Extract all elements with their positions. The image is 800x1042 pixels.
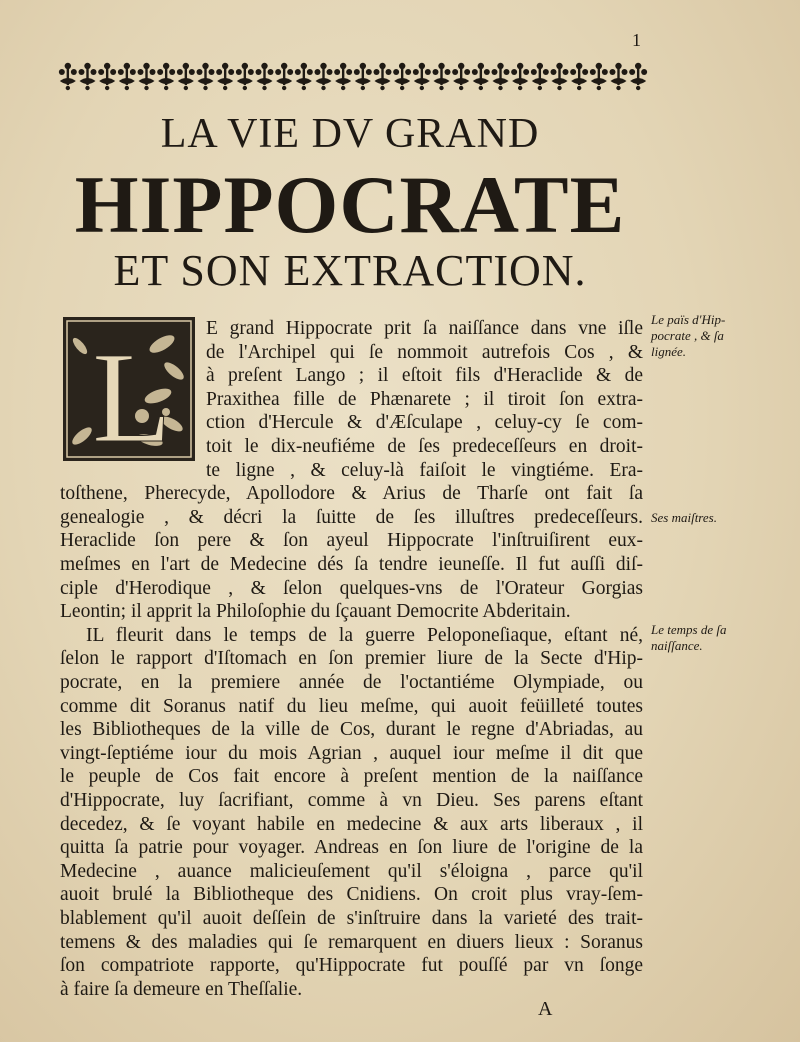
paragraph-2-line: d'Hippocrate, luy ſacrifiant, comme à vn Dieu. Ses parens eſtant — [60, 790, 643, 811]
margin-note-line: Ses maiſtres. — [651, 510, 717, 525]
margin-note-line: pocrate , & ſa — [651, 328, 724, 343]
paragraph-1-line: toit le dix-neufiéme de ſes predeceſſeurs en droit- — [206, 436, 643, 457]
fleuron-icon — [177, 63, 195, 90]
paragraph-2-line: comme dit Soranus natif du lieu meſme, qui auoit feüilleté toutes — [60, 695, 643, 717]
fleuron-icon — [610, 63, 628, 90]
fleuron-ornament-band — [58, 58, 648, 92]
fleuron-icon — [275, 63, 293, 90]
fleuron-icon — [334, 63, 352, 90]
margin-note — [651, 622, 726, 654]
fleuron-icon — [354, 63, 372, 90]
fleuron-icon — [295, 63, 313, 90]
paragraph-2-line: vingt-ſeptiéme iour du mois Agrian , auquel iour meſme il dit que — [60, 742, 643, 764]
fleuron-icon — [413, 63, 431, 90]
fleuron-icon — [98, 63, 116, 90]
fleuron-icon — [511, 63, 529, 90]
fleuron-icon — [472, 63, 490, 90]
paragraph-1-line: Heraclide ſon pere & ſon ayeul Hippocrate l'inſtruiſirent eux- — [60, 530, 643, 552]
margin-note-line: Le temps de ſa — [651, 622, 727, 637]
paragraph-2-line: le peuple de Cos fait encore à preſent mention de la naiſſance — [60, 766, 643, 788]
fleuron-icon — [452, 63, 470, 90]
paragraph-1-line: meſmes en l'art de Medecine dés ſa tendre ieuneſſe. Il fut auſſi diſ- — [60, 554, 643, 575]
fleuron-icon — [551, 63, 569, 90]
paragraph-1-line: toſthene, Pherecyde, Apollodore & Arius de Tharſe ont fait ſa — [60, 483, 643, 505]
signature-mark: A — [538, 998, 553, 1020]
fleuron-icon — [492, 63, 510, 90]
paragraph-1-line: de l'Archipel qui ſe nommoit autrefois Cos , & — [206, 341, 643, 363]
paragraph-2-line: quitta ſa patrie pour voyager. Andreas en ſon liure de l'origine de la — [60, 837, 643, 859]
paragraph-1-line: Praxithea fille de Phænarete ; il tiroit ſon extra- — [206, 388, 643, 410]
paragraph-2-line: decedez, & ſe voyant habile en medecine & aux arts liberaux , il — [60, 813, 643, 835]
fleuron-icon — [315, 63, 333, 90]
paragraph-1-line: à preſent Lango ; il eſtoit fils d'Heraclide & de — [206, 365, 643, 387]
paragraph-2-line: ſon compatriote rapporte, qu'Hippocrate fut pouſſé par vn ſonge — [60, 955, 643, 977]
initial-letter: L — [92, 326, 172, 462]
paragraph-2-line: temens & des maladies qui ſe remarquent en diuers lieux : Soranus — [60, 931, 643, 953]
title-main: HIPPOCRATE — [74, 159, 626, 250]
margin-note — [651, 510, 717, 526]
paragraph-2-line: les Bibliotheques de la ville de Cos, durant le regne d'Abriadas, au — [60, 719, 643, 741]
fleuron-icon — [590, 63, 608, 90]
margin-note-line: lignée. — [651, 344, 687, 359]
paragraph-2-line: Medecine , auance malicieuſement qu'il s'éloigna , parce qu'il — [60, 860, 643, 882]
margin-note-line: Le païs d'Hip- — [651, 312, 726, 327]
paragraph-1-line: te ligne , & celuy-là faiſoit le vingtiéme. Era- — [206, 459, 643, 481]
fleuron-icon — [531, 63, 549, 90]
margin-note — [651, 312, 725, 360]
fleuron-icon — [433, 63, 451, 90]
fleuron-icon — [393, 63, 411, 90]
fleuron-icon — [197, 63, 215, 90]
paragraph-1-line: ction d'Hercule & d'Æſculape , celuy-cy ſe com- — [206, 412, 643, 434]
fleuron-icon — [236, 63, 254, 90]
fleuron-icon — [59, 63, 77, 90]
fleuron-icon — [79, 63, 97, 90]
paragraph-1-line: Leontin; il apprit la Philoſophie du ſçauant Democrite Abderitain. — [60, 601, 571, 623]
paragraph-2-line: IL fleurit dans le temps de la guerre Peloponeſiaque, eſtant né, — [86, 624, 643, 646]
paragraph-2-line: auoit brulé la Bibliotheque des Cnidiens. On croit plus vray-ſem- — [60, 884, 643, 906]
margin-note-line: naiſſance. — [651, 638, 703, 653]
paragraph-1-line: ciple d'Herodique , & ſelon quelques-vns de l'Orateur Gorgias — [60, 577, 643, 599]
fleuron-icon — [216, 63, 234, 90]
paragraph-2-line: pocrate, en la premiere année de l'octantiéme Olympiade, ou — [60, 672, 643, 693]
fleuron-icon — [118, 63, 136, 90]
paragraph-2-line: blablement qu'il auoit deſſein de s'inſtruire dans la varieté des trait- — [60, 908, 643, 929]
title-line-1: LA VIE DV GRAND — [160, 111, 540, 157]
fleuron-icon — [256, 63, 274, 90]
paragraph-2-line: à faire ſa demeure en Theſſalie. — [60, 978, 303, 1000]
fleuron-icon — [374, 63, 392, 90]
fleuron-icon — [138, 63, 156, 90]
page-number: 1 — [632, 30, 641, 50]
paragraph-2-line: ſelon le rapport d'Iſtomach en ſon premier liure de la Secte d'Hip- — [60, 648, 643, 670]
title-line-3: ET SON EXTRACTION. — [113, 246, 587, 295]
decorated-initial-l — [62, 316, 196, 462]
fleuron-icon — [570, 63, 588, 90]
paragraph-1-line: genealogie , & décri la ſuitte de ſes illuſtres predeceſſeurs. — [60, 506, 643, 528]
paragraph-1-line: E grand Hippocrate prit ſa naiſſance dans vne iſle — [206, 318, 643, 339]
fleuron-icon — [157, 63, 175, 90]
fleuron-icon — [629, 63, 647, 90]
